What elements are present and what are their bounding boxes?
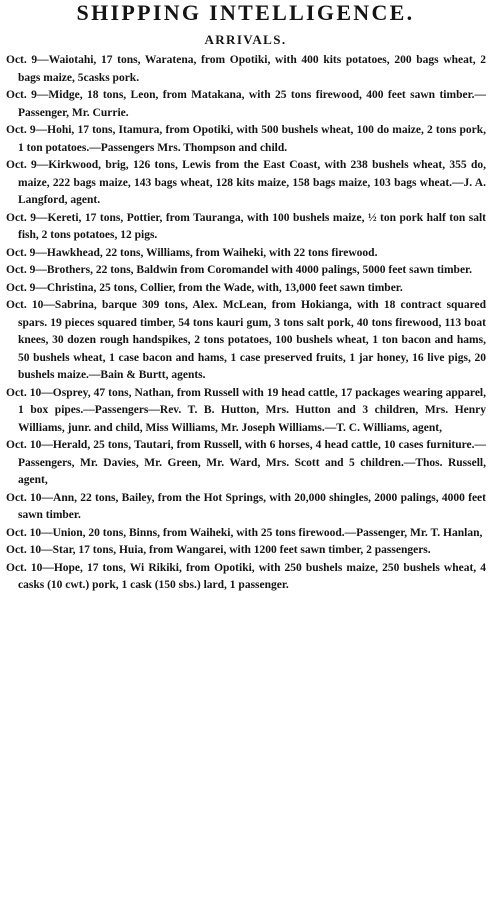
arrival-entry-osprey: Oct. 10—Osprey, 47 tons, Nathan, from Russell with 19 head cattle, 17 packages wearing apparel, 1 box pipes.—Passengers—Rev. T. B. Hutton, Mrs. Hutton and 3 children, Mrs. Henry Williams, junr. and child, Miss Williams, Mr. Joseph Williams.—T. C. Williams, agent, <box>6 386 486 434</box>
arrival-entry-kirkwood: Oct. 9—Kirkwood, brig, 126 tons, Lewis from the East Coast, with 238 bushels wheat, 355 do, maize, 222 bags maize, 143 bags wheat, 128 kits maize, 158 bags maize, 103 bags wheat.—J. A. Langford, agent. <box>6 159 486 206</box>
section-heading: ARRIVALS. <box>204 32 287 47</box>
arrival-entry-ann: Oct. 10—Ann, 22 tons, Bailey, from the Hot Springs, with 20,000 shingles, 2000 palings, 4000 feet sawn timber. <box>6 491 486 521</box>
page-title: SHIPPING INTELLIGENCE. <box>76 0 415 25</box>
arrival-entry-union: Oct. 10—Union, 20 tons, Binns, from Waiheki, with 25 tons firewood.—Passenger, Mr. T. Hanlan, <box>6 526 483 539</box>
arrival-entry-star: Oct. 10—Star, 17 tons, Huia, from Wangarei, with 1200 feet sawn timber, 2 passengers. <box>6 544 431 556</box>
arrival-entry-christina: Oct. 9—Christina, 25 tons, Collier, from the Wade, with, 13,000 feet sawn timber. <box>6 281 403 294</box>
arrival-entry-hohi: Oct. 9—Hohi, 17 tons, Itamura, from Opotiki, with 500 bushels wheat, 100 do maize, 2 tons pork, 1 ton potatoes.—Passengers Mrs. Thompson and child. <box>6 124 486 154</box>
arrival-entry-herald: Oct. 10—Herald, 25 tons, Tautari, from Russell, with 6 horses, 4 head cattle, 10 cases furniture.—Passengers, Mr. Davies, Mr. Green, Mr. Ward, Mrs. Scott and 5 children.—Thos. Russell, agent, <box>6 439 486 486</box>
arrivals-list <box>6 52 486 595</box>
arrival-entry-midge: Oct. 9—Midge, 18 tons, Leon, from Matakana, with 25 tons firewood, 400 feet sawn timber.—Passenger, Mr. Currie. <box>6 89 486 119</box>
arrival-entry-kereti: Oct. 9—Kereti, 17 tons, Pottier, from Tauranga, with 100 bushels maize, ½ ton pork half ton salt fish, 2 tons potatoes, 12 pigs. <box>6 211 486 241</box>
arrival-entry-brothers: Oct. 9—Brothers, 22 tons, Baldwin from Coromandel with 4000 palings, 5000 feet sawn timber. <box>6 264 472 276</box>
arrival-entry-hawkhead: Oct. 9—Hawkhead, 22 tons, Williams, from Waiheki, with 22 tons firewood. <box>6 246 378 259</box>
arrival-entry-waiotahi: Oct. 9—Waiotahi, 17 tons, Waratena, from Opotiki, with 400 kits potatoes, 200 bags wheat, 2 bags maize, 5casks pork. <box>6 54 486 84</box>
arrival-entry-sabrina: Oct. 10—Sabrina, barque 309 tons, Alex. McLean, from Hokianga, with 18 contract squared spars. 19 pieces squared timber, 54 tons kauri gum, 3 tons salt pork, 40 tons firewood, 113 boat knees, 30 dozen rough handspikes, 2 tons potatoes, 100 bushels wheat, 1 ton bacon and hams, 50 bushels wheat, 1 case bacon and hams, 1 case preserved fruits, 1 jar honey, 16 live pigs, 20 bushels maize.—Bain & Burtt, agents. <box>6 299 486 381</box>
arrival-entry-hope: Oct. 10—Hope, 17 tons, Wi Rikiki, from Opotiki, with 250 bushels maize, 250 bushels wheat, 4 casks (10 cwt.) pork, 1 cask (150 sbs.) lard, 1 passenger. <box>6 561 486 591</box>
